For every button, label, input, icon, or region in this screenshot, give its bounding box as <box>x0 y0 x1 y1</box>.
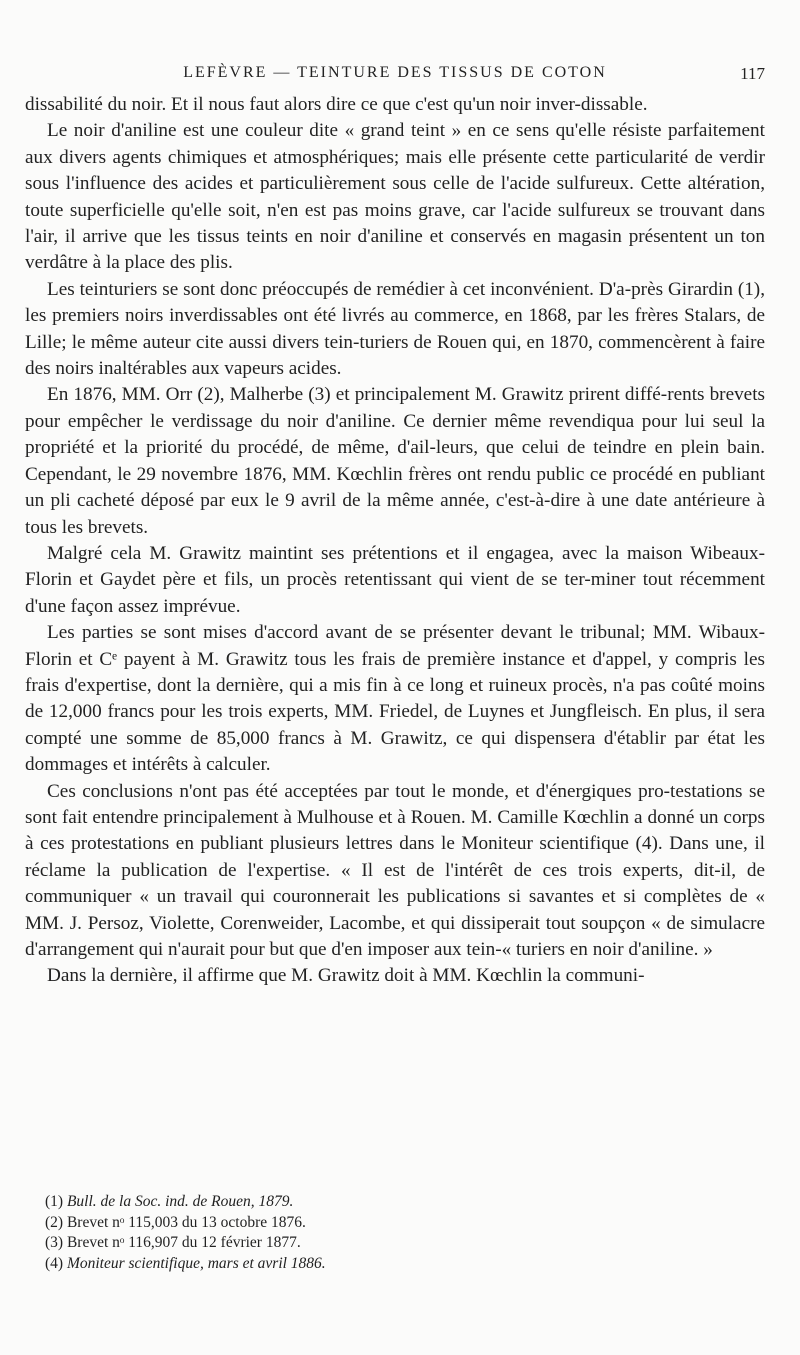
footnote-text: Brevet nᵒ 116,907 du 12 février 1877. <box>66 1234 301 1252</box>
paragraph: Les parties se sont mises d'accord avant de se présenter devant le tribunal; MM. Wibaux-Florin et Cᵉ payent à M. Grawitz tous les frais de première instance et d'appel, y compris les frais d'expertise, dont la dernière, qui a mis fin à ce long et ruineux procès, n'a pas coûté moins de 12,000 francs pour les trois experts, MM. Friedel, de Luynes et Jungfleisch. En plus, il sera compté une somme de 85,000 francs à M. Grawitz, ce qui dispensera d'établir par état les dommages et intérêts à calculer. <box>25 622 765 776</box>
paragraph: Le noir d'aniline est une couleur dite « grand teint » en ce sens qu'elle résiste parfaitement aux divers agents chimiques et atmosphériques; mais elle présente cette particularité de verdir sous l'influence des acides et particulièrement sous celle de l'acide sulfureux. Cette altération, toute superficielle qu'elle soit, n'en est pas moins grave, car l'acide sulfureux se trouvant dans l'air, il arrive que les tissus teints en noir d'aniline et conservés en magasin présentent un ton verdâtre à la place des plis. <box>25 120 765 274</box>
footnote-marker: (2) <box>45 1213 64 1231</box>
paragraph: Malgré cela M. Grawitz maintint ses prétentions et il engagea, avec la maison Wibeaux-Florin et Gaydet père et fils, un procès retentissant qui vient de se ter-miner tout récemment d'une façon assez imprévue. <box>25 542 765 617</box>
paragraph: Les teinturiers se sont donc préoccupés de remédier à cet inconvénient. D'a-près Girardin (1), les premiers noirs inverdissables ont été livrés au commerce, en 1868, par les frères Stalars, de Lille; le même auteur cite aussi divers tein-turiers de Rouen qui, en 1870, commencèrent à faire des noirs inaltérables aux vapeurs acides. <box>25 278 765 380</box>
paragraph: Dans la dernière, il affirme que M. Grawitz doit à MM. Kœchlin la communi- <box>47 965 645 987</box>
footnote <box>45 1233 765 1254</box>
running-title: LEFÈVRE — TEINTURE DES TISSUS DE COTON <box>183 64 607 81</box>
footnote <box>45 1192 765 1213</box>
footnotes <box>45 1192 765 1274</box>
footnote-text: Moniteur scientifique, mars et avril 1886. <box>66 1254 326 1272</box>
paragraph-continuation: dissabilité du noir. Et il nous faut alors dire ce que c'est qu'un noir inver-dissable. <box>25 94 648 115</box>
paragraph: En 1876, MM. Orr (2), Malherbe (3) et principalement M. Grawitz prirent diffé-rents brevets pour empêcher le verdissage du noir d'aniline. Ce dernier même revendiqua pour lui seul la propriété et la priorité du procédé, de même, d'ail-leurs, que celui de teindre en plein bain. Cependant, le 29 novembre 1876, MM. Kœchlin frères ont rendu public ce procédé en publiant un pli cacheté déposé par eux le 9 avril de la même année, c'est-à-dire à une date antérieure à tous les brevets. <box>25 384 765 538</box>
footnote-marker: (3) <box>45 1234 64 1252</box>
footnote <box>45 1254 765 1275</box>
footnote-marker: (4) <box>45 1254 64 1272</box>
footnote-text: Brevet nᵒ 115,003 du 13 octobre 1876. <box>66 1213 306 1231</box>
footnote-text: Bull. de la Soc. ind. de Rouen, 1879. <box>66 1193 294 1210</box>
body-text <box>25 92 765 990</box>
paragraph: Ces conclusions n'ont pas été acceptées par tout le monde, et d'énergiques pro-testations se sont fait entendre principalement à Mulhouse et à Rouen. M. Camille Kœchlin a donné un corps à ces protestations en publiant plusieurs lettres dans le Moniteur scientifique (4). Dans une, il réclame la publication de l'expertise. « Il est de l'intérêt de ces trois experts, dit-il, de communiquer « un travail qui couronnerait les publications si savantes et si complètes de « MM. J. Persoz, Violette, Corenweider, Lacombe, et qui dissiperait tout soupçon « de simulacre d'arrangement qui n'aurait pour but que d'en imposer aux tein-« turiers en noir d'aniline. » <box>25 780 765 960</box>
running-header <box>25 64 765 88</box>
footnote <box>45 1213 765 1234</box>
page-number: 117 <box>740 64 765 83</box>
footnote-marker: (1) <box>45 1193 64 1210</box>
